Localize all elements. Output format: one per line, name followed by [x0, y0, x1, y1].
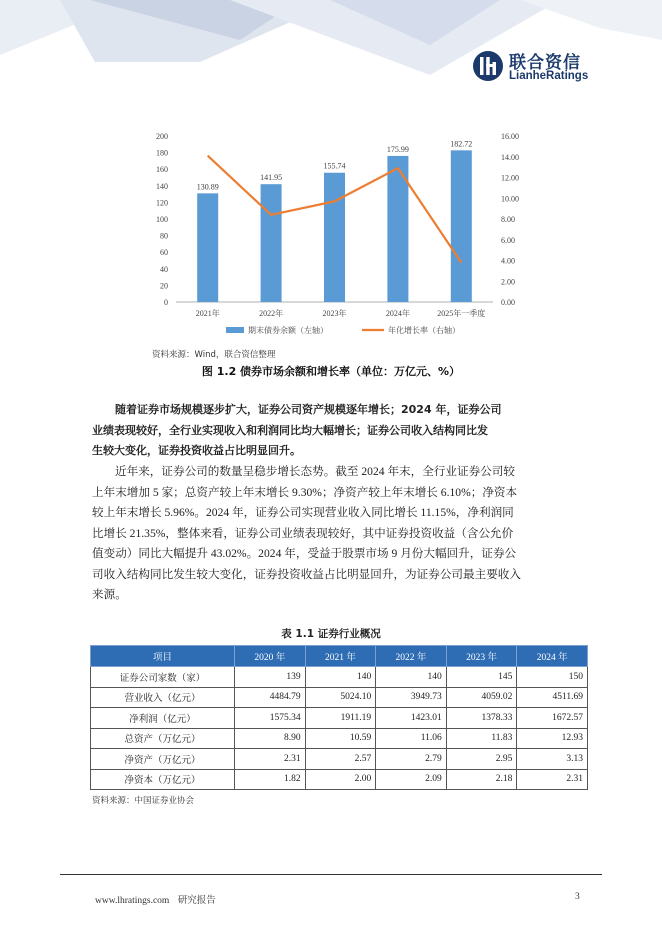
lead-line: 随着证券市场规模逐步扩大，证券公司资产规模逐年增长；2024 年，证券公司 — [115, 403, 502, 416]
table-cell: 2.00 — [305, 769, 376, 790]
table-cell: 1911.19 — [305, 708, 376, 729]
table-cell: 1423.01 — [376, 708, 447, 729]
table-cell: 1.82 — [235, 769, 306, 790]
table-cell: 1378.33 — [446, 708, 517, 729]
table-cell: 净资产（万亿元） — [91, 749, 235, 770]
right-axis-tick-label: 0.00 — [501, 298, 515, 307]
bond-market-chart — [140, 126, 530, 344]
right-axis-tick-label: 8.00 — [501, 215, 515, 224]
table-row — [91, 687, 588, 708]
table-cell: 4511.69 — [517, 687, 588, 708]
table-cell: 2.95 — [446, 749, 517, 770]
table-cell: 2.18 — [446, 769, 517, 790]
table-cell: 145 — [446, 667, 517, 688]
table-header-cell: 2023 年 — [446, 646, 517, 667]
table-cell: 8.90 — [235, 728, 306, 749]
bar — [261, 184, 282, 302]
table-cell: 12.93 — [517, 728, 588, 749]
table-cell: 4059.02 — [446, 687, 517, 708]
table-header-row — [91, 646, 588, 667]
bar-data-label: 182.72 — [450, 139, 473, 149]
table-cell: 1672.57 — [517, 708, 588, 729]
lead-line: 业绩表现较好，全行业实现收入和利润同比均大幅增长；证券公司收入结构同比发 — [92, 423, 488, 437]
table-header-cell: 2024 年 — [517, 646, 588, 667]
bar — [324, 173, 345, 302]
legend-label: 年化增长率（右轴） — [388, 326, 460, 335]
x-axis-tick-label: 2024年 — [385, 309, 410, 318]
left-axis-tick-label: 0 — [164, 298, 168, 307]
table-cell: 2.31 — [235, 749, 306, 770]
table-cell: 营业收入（亿元） — [91, 687, 235, 708]
body-line: 上年末增加 5 家；总资产较上年末增长 9.30%；净资产较上年末增长 6.10%；净资本 — [92, 485, 518, 499]
brand-name-en: LianheRatings — [509, 70, 589, 82]
bar — [451, 150, 472, 302]
table-cell: 2.57 — [305, 749, 376, 770]
left-axis-tick-label: 80 — [160, 231, 168, 241]
bar-data-label: 141.95 — [260, 173, 283, 183]
legend-swatch-bar — [226, 327, 244, 333]
footer-info — [95, 892, 216, 906]
table-cell: 4484.79 — [235, 687, 306, 708]
footer-website[interactable]: www.lhratings.com — [95, 896, 170, 906]
body-line: 值变动）同比大幅提升 43.02%。2024 年，受益于股票市场 9 月份大幅回升，证券公 — [92, 547, 517, 560]
table-cell: 10.59 — [305, 728, 376, 749]
body-line: 近年来，证券公司的数量呈稳步增长态势。截至 2024 年末，全行业证券公司较 — [115, 465, 515, 478]
figure-caption: 图 1.2 债券市场余额和增长率（单位：万亿元、%） — [201, 365, 461, 378]
industry-overview-table — [90, 645, 588, 790]
table-cell: 11.06 — [376, 728, 447, 749]
table-header-cell: 2020 年 — [235, 646, 306, 667]
left-axis-tick-label: 140 — [156, 181, 168, 191]
brand-logo — [472, 48, 602, 90]
table-source: 资料来源：中国证券业协会 — [92, 796, 195, 806]
left-axis-tick-label: 40 — [160, 264, 168, 274]
table-row — [91, 708, 588, 729]
lead-line: 生较大变化，证券投资收益占比明显回升。 — [92, 444, 301, 457]
table-cell: 3949.73 — [376, 687, 447, 708]
lianhe-logo-icon — [472, 50, 504, 82]
body-paragraph — [92, 462, 582, 606]
x-axis-tick-label: 2022年 — [259, 309, 284, 318]
table-cell: 1575.34 — [235, 708, 306, 729]
table-cell: 150 — [517, 667, 588, 688]
table-cell: 证券公司家数（家） — [91, 667, 235, 688]
table-cell: 净资本（万亿元） — [91, 769, 235, 790]
right-axis-tick-label: 4.00 — [501, 256, 515, 266]
right-axis-tick-label: 6.00 — [501, 235, 515, 245]
right-axis-tick-label: 12.00 — [501, 173, 519, 183]
left-axis-tick-label: 200 — [156, 132, 168, 141]
table-cell: 139 — [235, 667, 306, 688]
table-row — [91, 667, 588, 688]
table-cell: 11.83 — [446, 728, 517, 749]
left-axis-tick-label: 120 — [156, 198, 168, 208]
bar — [197, 193, 218, 302]
body-line: 司收入结构同比发生较大变化，证券投资收益占比明显回升，为证券公司最主要收入 — [92, 567, 521, 581]
legend-label: 期末债券余额（左轴） — [248, 326, 328, 335]
table-cell: 140 — [376, 667, 447, 688]
table-cell: 3.13 — [517, 749, 588, 770]
table-row — [91, 749, 588, 770]
table-header-cell: 2022 年 — [376, 646, 447, 667]
left-axis-tick-label: 100 — [156, 215, 168, 224]
table-cell: 2.09 — [376, 769, 447, 790]
table-cell: 2.31 — [517, 769, 588, 790]
body-line: 比增长 21.35%，整体来看，证券公司业绩表现较好，其中证券投资收益（含公允价 — [92, 526, 514, 540]
bar-data-label: 155.74 — [323, 161, 346, 171]
table-cell: 净利润（亿元） — [91, 708, 235, 729]
footer-divider — [60, 874, 602, 875]
right-axis-tick-label: 16.00 — [501, 132, 519, 141]
right-axis-tick-label: 2.00 — [501, 277, 515, 287]
lead-paragraph — [92, 400, 582, 462]
table-caption: 表 1.1 证券行业概况 — [281, 628, 381, 640]
figure-source: 资料来源：Wind，联合资信整理 — [152, 350, 276, 360]
table-cell: 5024.10 — [305, 687, 376, 708]
table-header-cell: 项目 — [91, 646, 235, 667]
body-line: 来源。 — [92, 588, 127, 601]
table-header-cell: 2021 年 — [305, 646, 376, 667]
left-axis-tick-label: 180 — [156, 148, 168, 158]
right-axis-tick-label: 14.00 — [501, 152, 519, 162]
x-axis-tick-label: 2025年一季度 — [437, 309, 486, 318]
left-axis-tick-label: 160 — [156, 165, 168, 175]
footer-section: 研究报告 — [177, 896, 216, 906]
table-cell: 140 — [305, 667, 376, 688]
bar-data-label: 175.99 — [386, 144, 409, 154]
right-axis-tick-label: 10.00 — [501, 194, 519, 204]
table-cell: 总资产（万亿元） — [91, 728, 235, 749]
body-line: 较上年末增长 5.96%。2024 年，证券公司实现营业收入同比增长 11.15%，净利润同 — [92, 506, 514, 519]
table-cell: 2.79 — [376, 749, 447, 770]
left-axis-tick-label: 20 — [160, 281, 168, 291]
bar-data-label: 130.89 — [196, 182, 219, 192]
x-axis-tick-label: 2021年 — [195, 309, 220, 318]
brand-name-cn: 联合资信 — [509, 53, 581, 73]
table-row — [91, 728, 588, 749]
x-axis-tick-label: 2023年 — [322, 309, 347, 318]
page-number: 3 — [575, 892, 580, 902]
left-axis-tick-label: 60 — [160, 248, 168, 258]
table-row — [91, 769, 588, 790]
